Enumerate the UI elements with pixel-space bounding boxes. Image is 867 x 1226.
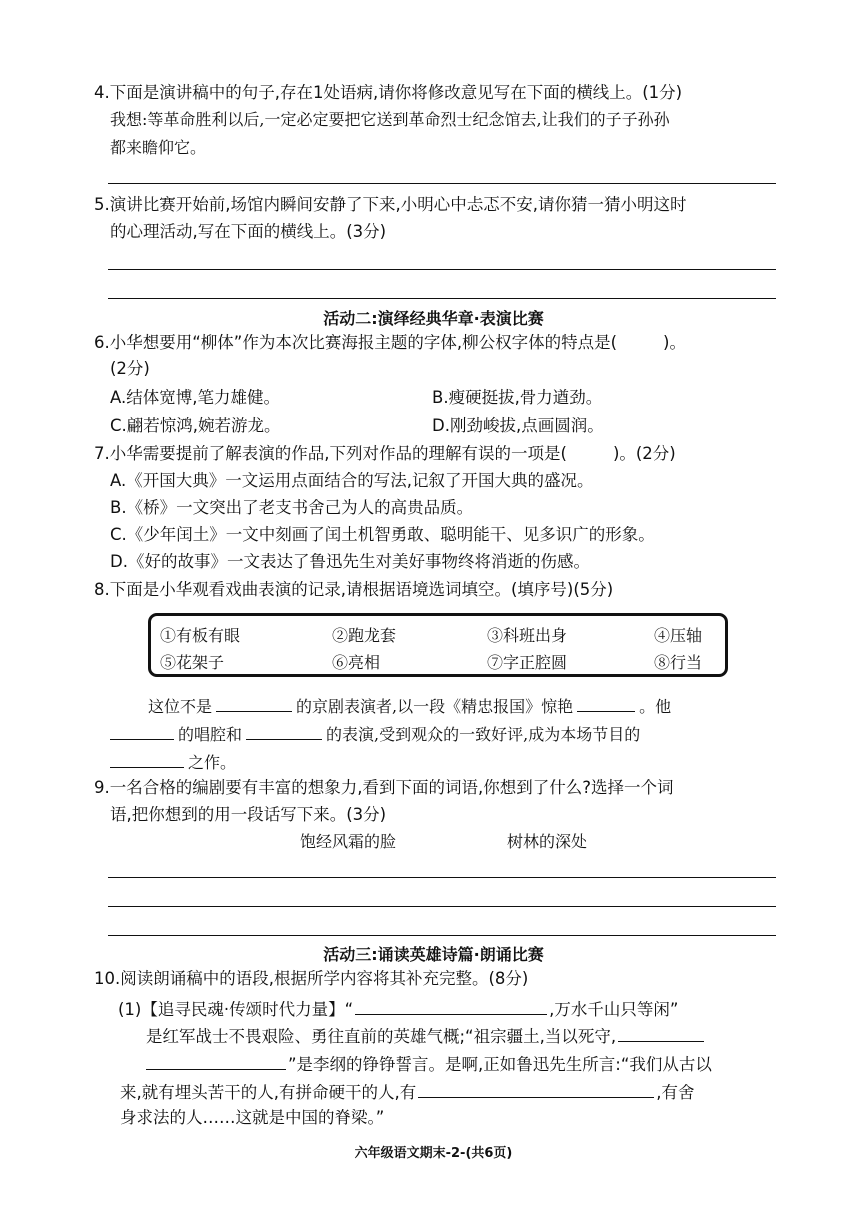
q8-passage-c: 。他	[639, 697, 672, 716]
q9-prompt-line2: 语,把你想到的用一段话写下来。(3分)	[110, 805, 387, 824]
q8-passage-line1	[148, 694, 671, 717]
q10-blank-1[interactable]	[355, 997, 547, 1015]
q8-option-3: ③科班出身	[487, 626, 568, 645]
q10-blank-3[interactable]	[146, 1052, 286, 1070]
q9-answer-line-2[interactable]	[108, 906, 776, 907]
q5-answer-line-1[interactable]	[108, 269, 776, 270]
q6-option-b: B.瘦硬挺拔,骨力遒劲。	[432, 388, 603, 407]
q10-p2-text: 是红军战士不畏艰险、勇往直前的英雄气概;“祖宗疆土,当以死守,	[146, 1027, 617, 1046]
q8-passage-d: 的唱腔和	[178, 725, 243, 744]
q9-word-2: 树林的深处	[507, 832, 588, 851]
q10-p4-a: 来,就有埋头苦干的人,有拼命硬干的人,有	[120, 1083, 417, 1102]
q10-p4-b: ,有舍	[656, 1083, 695, 1102]
q7-option-a: A.《开国大典》一文运用点面结合的写法,记叙了开国大典的盛况。	[110, 471, 594, 490]
q6-option-d: D.刚劲峻拔,点画圆润。	[432, 416, 604, 435]
q8-option-2: ②跑龙套	[332, 626, 397, 645]
q5-prompt-line1: 5.演讲比赛开始前,场馆内瞬间安静了下来,小明心中忐忑不安,请你猜一猜小明这时	[94, 195, 687, 214]
q8-option-1: ①有板有眼	[160, 626, 241, 645]
q10-p1	[118, 997, 678, 1020]
q8-blank-3[interactable]	[110, 722, 174, 740]
q8-option-4: ④压轴	[654, 626, 703, 645]
q9-answer-line-3[interactable]	[108, 935, 776, 936]
section2-title: 活动二:演绎经典华章·表演比赛	[323, 309, 544, 328]
q10-prompt: 10.阅读朗诵稿中的语段,根据所学内容将其补充完整。(8分)	[94, 969, 529, 988]
q8-passage-e: 的表演,受到观众的一致好评,成为本场节目的	[326, 725, 641, 744]
page-footer: 六年级语文期末-2-(共6页)	[354, 1146, 513, 1161]
q8-passage-b: 的京剧表演者,以一段《精忠报国》惊艳	[296, 697, 574, 716]
q8-blank-5[interactable]	[110, 750, 184, 768]
q9-prompt-line1: 9.一名合格的编剧要有丰富的想象力,看到下面的词语,你想到了什么?选择一个词	[94, 778, 674, 797]
q10-p5: 身求法的人……这就是中国的脊梁。”	[120, 1108, 385, 1127]
q6-prompt-line1	[94, 333, 686, 353]
q10-p1-a: (1)【追寻民魂·传颂时代力量】“	[118, 1000, 354, 1019]
q4-answer-line[interactable]	[108, 183, 776, 184]
q4-prompt: 4.下面是演讲稿中的句子,存在1处语病,请你将修改意见写在下面的横线上。(1分)	[94, 83, 683, 102]
q7-option-c: C.《少年闰土》一文中刻画了闰土机智勇敢、聪明能干、见多识广的形象。	[110, 525, 655, 544]
q8-passage-f: 之作。	[188, 753, 237, 772]
q8-option-6: ⑥亮相	[332, 653, 381, 672]
q9-answer-line-1[interactable]	[108, 877, 776, 878]
q7-option-d: D.《好的故事》一文表达了鲁迅先生对美好事物终将消逝的伤感。	[110, 552, 590, 571]
q8-blank-4[interactable]	[246, 722, 322, 740]
q7-prompt	[94, 444, 676, 464]
q6-prompt-a: 6.小华想要用“柳体”作为本次比赛海报主题的字体,柳公权字体的特点是(	[94, 333, 618, 352]
q5-prompt-line2: 的心理活动,写在下面的横线上。(3分)	[110, 222, 387, 241]
q7-option-b: B.《桥》一文突出了老支书舍己为人的高贵品质。	[110, 498, 474, 517]
q10-p3-text: ”是李纲的铮铮誓言。是啊,正如鲁迅先生所言:“我们从古以	[288, 1055, 712, 1074]
q5-answer-line-2[interactable]	[108, 298, 776, 299]
q10-p3	[146, 1052, 712, 1075]
q8-passage-a: 这位不是	[148, 697, 213, 716]
q6-option-c: C.翩若惊鸿,婉若游龙。	[110, 416, 281, 435]
q8-option-7: ⑦字正腔圆	[487, 653, 568, 672]
q8-prompt: 8.下面是小华观看戏曲表演的记录,请根据语境选词填空。(填序号)(5分)	[94, 580, 614, 599]
q10-blank-4[interactable]	[418, 1080, 654, 1098]
q9-word-1: 饱经风霜的脸	[300, 832, 397, 851]
section3-title: 活动三:诵读英雄诗篇·朗诵比赛	[323, 945, 544, 964]
q8-option-5: ⑤花架子	[160, 653, 225, 672]
q8-blank-1[interactable]	[216, 694, 292, 712]
q8-blank-2[interactable]	[577, 694, 635, 712]
q8-passage-line3	[110, 750, 236, 773]
q10-p1-b: ,万水千山只等闲”	[549, 1000, 679, 1019]
q4-sentence-line1: 我想:等革命胜利以后,一定必定要把它送到革命烈士纪念馆去,让我们的子子孙孙	[110, 110, 670, 129]
q10-blank-2[interactable]	[618, 1024, 704, 1042]
q7-prompt-a: 7.小华需要提前了解表演的作品,下列对作品的理解有误的一项是(	[94, 444, 567, 463]
q4-sentence-line2: 都来瞻仰它。	[110, 138, 207, 157]
q10-p4	[120, 1080, 695, 1103]
q6-score: (2分)	[110, 359, 150, 378]
q8-passage-line2	[110, 722, 640, 745]
q7-prompt-b: )。(2分)	[612, 444, 676, 463]
q8-option-8: ⑧行当	[654, 653, 703, 672]
q10-p2	[146, 1024, 704, 1047]
q6-prompt-b: )。	[663, 333, 686, 352]
q6-option-a: A.结体宽博,笔力雄健。	[110, 388, 280, 407]
